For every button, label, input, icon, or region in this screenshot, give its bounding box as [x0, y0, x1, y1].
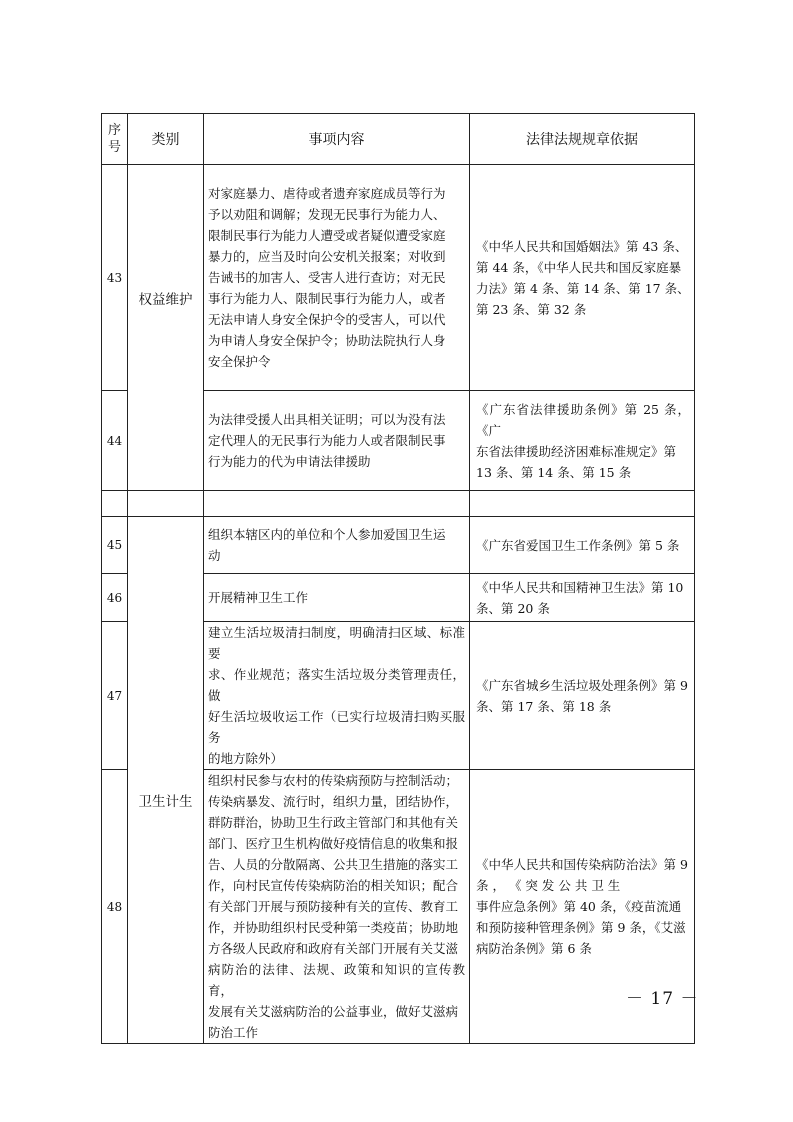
table-header-row — [102, 114, 695, 165]
row-number: 44 — [102, 391, 128, 491]
gap-cell — [204, 491, 470, 517]
document-table — [101, 113, 695, 1044]
category-cell: 卫生计生 — [128, 517, 204, 1044]
content-cell — [204, 574, 470, 622]
content-text: 组织村民参与农村的传染病预防与控制活动； 传染病暴发、流行时，组织力量，团结协作， 群防群治，协助卫生行政主管部门和其他有关 部门、医疗卫生机构做好疫情信息的收集和报 告、人员的分散隔离、公共卫生措施的落实工 作，向村民宣传传染病防治的相关知识；配合 有关部门开展与预防接种有关的宣传、教育工 作，并协助组织村民受种第一类疫苗；协助地 方各级人民政府和政府有关部门开展有关艾滋 病防治的法律、法规、政策和知识的宣传教育， 发展有关艾滋病防治的公益事业，做好艾滋病 防治工作 — [208, 773, 465, 1040]
gap-cell — [470, 491, 695, 517]
row-number: 48 — [102, 770, 128, 1044]
content-text: 为法律受援人出具相关证明；可以为没有法 定代理人的无民事行为能力人或者限制民事 行为能力的代为申请法律援助 — [208, 412, 446, 469]
legal-text: 《中华人民共和国精神卫生法》第 10 条、第 20 条 — [476, 579, 684, 616]
gap-cell — [128, 491, 204, 517]
legal-cell — [470, 165, 695, 391]
row-number: 43 — [102, 165, 128, 391]
header-cell: 序号 — [102, 114, 128, 165]
header-cell: 类别 — [128, 114, 204, 165]
row-number: 45 — [102, 517, 128, 574]
legal-text: 《中华人民共和国传染病防治法》第 9 条 ， 《 突 发 公 共 卫 生 事件应急条例》第 40 条，《疫苗流通 和预防接种管理条例》第 9 条，《艾滋 病防治条例》第 6 条 — [476, 857, 688, 956]
gap-cell — [102, 491, 128, 517]
legal-cell — [470, 622, 695, 770]
content-cell — [204, 165, 470, 391]
header-cell: 事项内容 — [204, 114, 470, 165]
legal-cell — [470, 517, 695, 574]
legal-cell — [470, 391, 695, 491]
legal-text: 《广东省法律援助条例》第 25 条，《广 东省法律援助经济困难标准规定》第 13 条、第 14 条、第 15 条 — [476, 401, 690, 480]
header-cell: 法律法规规章依据 — [470, 114, 695, 165]
row-number: 47 — [102, 622, 128, 770]
table-row — [102, 517, 695, 574]
row-number: 46 — [102, 574, 128, 622]
content-text: 对家庭暴力、虐待或者遗弃家庭成员等行为 予以劝阻和调解；发现无民事行为能力人、 限制民事行为能力人遭受或者疑似遭受家庭 暴力的，应当及时向公安机关报案；对收到 告诫书的加害人、受害人进行查访；对无民 事行为能力人、限制民事行为能力人，或者 无法申请人身安全保护令的受害人，可以代 为申请人身安全保护令；协助法院执行人身 安全保护令 — [208, 186, 446, 369]
content-text: 开展精神卫生工作 — [208, 590, 309, 605]
content-cell — [204, 391, 470, 491]
table-gap-row — [102, 491, 695, 517]
legal-text: 《中华人民共和国婚姻法》第 43 条、 第 44 条，《中华人民共和国反家庭暴 力法》第 4 条、第 14 条、第 17 条、 第 23 条、第 32 条 — [476, 238, 690, 317]
content-cell — [204, 622, 470, 770]
content-text: 建立生活垃圾清扫制度，明确清扫区域、标准要 求、作业规范；落实生活垃圾分类管理责任，做 好生活垃圾收运工作（已实行垃圾清扫购买服务 的地方除外） — [208, 625, 465, 766]
content-cell — [204, 770, 470, 1044]
content-text: 组织本辖区内的单位和个人参加爱国卫生运 动 — [208, 527, 446, 563]
page-number: － 17 － — [626, 989, 699, 1009]
legal-cell — [470, 574, 695, 622]
category-cell: 权益维护 — [128, 165, 204, 491]
table-row — [102, 165, 695, 391]
content-cell — [204, 517, 470, 574]
legal-text: 《广东省爱国卫生工作条例》第 5 条 — [476, 537, 680, 553]
legal-text: 《广东省城乡生活垃圾处理条例》第 9 条、第 17 条、第 18 条 — [476, 677, 688, 714]
